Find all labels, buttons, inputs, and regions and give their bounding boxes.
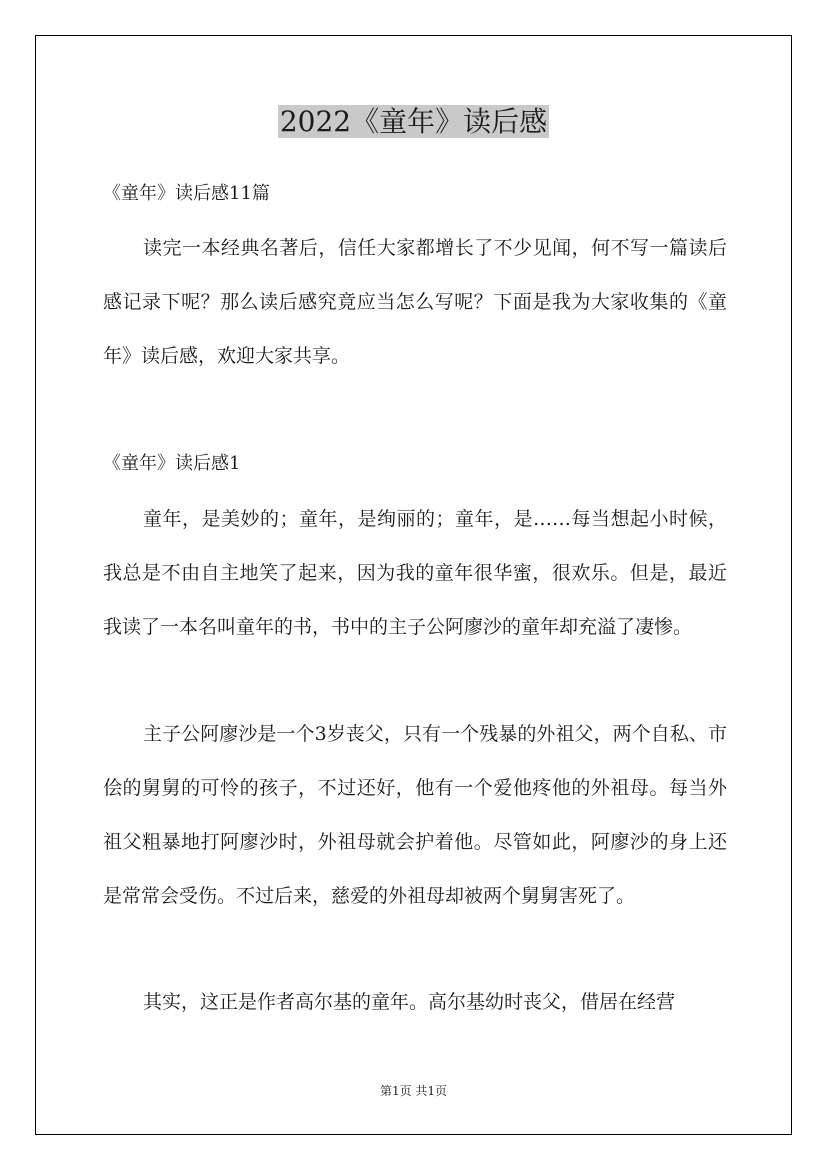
body-paragraph: 童年，是美妙的；童年，是绚丽的；童年，是……每当想起小时候，我总是不由自主地笑了起来，因为我的童年很华蜜，很欢乐。但是，最近我读了一本名叫童年的书，书中的主子公阿廖沙的童年却充溢了凄惨。 <box>103 508 727 638</box>
document-subtitle: 《童年》读后感11篇 <box>103 183 270 204</box>
body-paragraph: 其实，这正是作者高尔基的童年。高尔基幼时丧父，借居在经营 <box>143 991 676 1013</box>
document-title <box>0 100 827 144</box>
section-heading: 《童年》读后感1 <box>103 453 241 474</box>
intro-paragraph: 读完一本经典名著后，信任大家都增长了不少见闻，何不写一篇读后感记录下呢？那么读后感究竟应当怎么写呢？下面是我为大家收集的《童年》读后感，欢迎大家共享。 <box>103 237 727 367</box>
document-title-text: 2022《童年》读后感 <box>279 105 548 138</box>
body-paragraph: 主子公阿廖沙是一个3岁丧父，只有一个残暴的外祖父，两个自私、市侩的舅舅的可怜的孩子，不过还好，他有一个爱他疼他的外祖母。每当外祖父粗暴地打阿廖沙时，外祖母就会护着他。尽管如此，阿廖沙的身上还是常常会受伤。不过后来，慈爱的外祖母却被两个舅舅害死了。 <box>103 723 727 907</box>
page-footer: 第1页 共1页 <box>379 1084 448 1098</box>
